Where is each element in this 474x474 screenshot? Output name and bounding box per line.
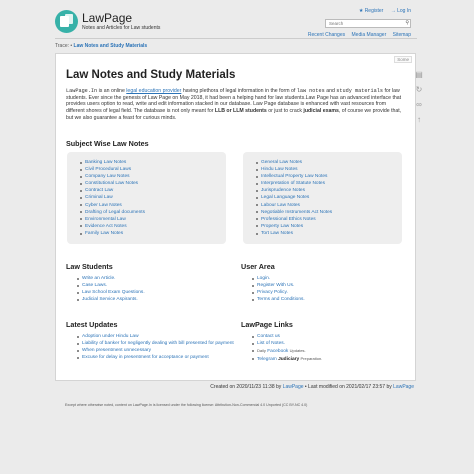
telegram-post: Preparation. [300, 356, 323, 362]
list-item[interactable]: Interpretation of Statute Notes [253, 180, 332, 187]
list-item[interactable]: Write an Article. [74, 275, 145, 282]
login-link[interactable]: → Log In [390, 8, 411, 14]
list-item[interactable]: General Law Notes [253, 159, 332, 166]
intro-bold: LLB or LLM students [214, 108, 267, 115]
latest-updates-list [74, 333, 234, 361]
subjects-left-list [77, 159, 145, 237]
intro-code: law notes [296, 88, 325, 94]
intro-text: for law students. Ever since the genesis of Law Page on May 2018, it had been a helping hand for law students.Law Page has an advanced interface that provides users option to read, write and edit information stacked in our database. Law Page database is enhanced with vast resources from different shores of legal field. The database is not only meant for [66, 88, 402, 115]
telegram-link[interactable]: Telegram [257, 357, 277, 363]
list-item[interactable]: Judicial Service Aspirants. [74, 296, 145, 303]
intro-code: study materials [336, 88, 383, 94]
list-item[interactable]: Evidence Act Notes [77, 223, 145, 230]
subjects-right-list [253, 159, 332, 237]
search-input[interactable] [325, 19, 411, 28]
user-tools [353, 8, 411, 14]
list-item[interactable]: Family Law Notes [77, 230, 145, 237]
media-manager-link[interactable]: Media Manager [351, 32, 387, 38]
list-item[interactable]: Privacy Policy. [249, 289, 305, 296]
list-item[interactable]: Liability of banker for negligently dealing with bill presented for payment [74, 340, 234, 347]
subjects-left-box [67, 152, 226, 244]
list-item [249, 347, 322, 355]
law-students-column [74, 275, 145, 303]
latest-updates-heading: Latest Updates [66, 320, 118, 329]
intro-bold: judicial exams [303, 108, 339, 115]
page-tools [414, 70, 426, 130]
facebook-link[interactable]: Facebook [267, 349, 289, 355]
list-item[interactable]: Tort Law Notes [253, 230, 332, 237]
user-area-heading: User Area [241, 262, 275, 271]
list-item[interactable]: When presentment unnecessary [74, 347, 234, 354]
breadcrumb-current[interactable]: Law Notes and Study Materials [73, 43, 148, 49]
list-item[interactable]: Drafting of Legal documents [77, 209, 145, 216]
page-content [55, 53, 416, 381]
notes-link[interactable]: List of Notes. [257, 341, 285, 347]
list-item[interactable]: Negotiable Instruments Act Notes [253, 209, 332, 216]
telegram-bold: Judiciary [278, 357, 300, 363]
contact-link[interactable]: Contact us [257, 334, 280, 339]
page-meta [210, 384, 414, 390]
list-item[interactable]: Environmental Law [77, 216, 145, 223]
list-item[interactable]: Labour Law Notes [253, 202, 332, 209]
site-logo[interactable] [55, 10, 78, 33]
modified-by-link[interactable]: LawPage [393, 384, 414, 390]
list-item[interactable]: Company Law Notes [77, 173, 145, 180]
intro-text: is an online [97, 88, 127, 94]
created-text: Created on 2020/11/23 11:38 by [210, 384, 282, 390]
list-item[interactable]: Register With Us. [249, 282, 305, 289]
subject-heading: Subject Wise Law Notes [66, 139, 149, 148]
list-item[interactable]: Criminal Law [77, 194, 145, 201]
license-text: Except where otherwise noted, content on LawPage.In is licensed under the following license: Attribution-Non-Commercial 4.0 Unported (CC BY-NC 4.0) [65, 403, 308, 407]
list-item[interactable]: Banking Law Notes [77, 159, 145, 166]
user-area-column [249, 275, 305, 303]
intro-paragraph [66, 88, 404, 122]
page-title: Law Notes and Study Materials [66, 69, 236, 81]
search-icon[interactable]: ⚲ [405, 20, 409, 26]
list-item[interactable]: Legal Language Notes [253, 194, 332, 201]
site-title[interactable]: LawPage [82, 11, 133, 25]
list-item[interactable] [249, 340, 322, 347]
list-item[interactable]: Login. [249, 275, 305, 282]
lawpage-links-column [249, 333, 322, 363]
link-icon[interactable]: ∞ [416, 100, 422, 109]
list-item[interactable]: Law School Exam Questions. [74, 289, 145, 296]
site-tagline: Notes and Articles for Law students [82, 25, 161, 31]
intro-site-name: LawPage.In [66, 88, 98, 94]
intro-text: or just to crack [266, 108, 304, 115]
intro-text: having plethora of legal information in the form of [181, 88, 297, 94]
law-students-heading: Law Students [66, 262, 113, 271]
back-to-top-icon[interactable]: ↑ [417, 115, 421, 124]
created-by-link[interactable]: LawPage [282, 384, 304, 390]
list-item [249, 355, 322, 363]
breadcrumb: Trace: • Law Notes and Study Materials [55, 43, 148, 49]
revisions-icon[interactable]: ↻ [415, 85, 423, 94]
list-item[interactable]: Contract Law [77, 187, 145, 194]
header [55, 8, 417, 40]
breadcrumb-prefix: Trace: [55, 43, 69, 49]
list-item[interactable]: Property Law Notes [253, 223, 332, 230]
user-area-list [249, 275, 305, 303]
list-item[interactable] [249, 333, 322, 340]
subjects-right-box [243, 152, 402, 244]
list-item[interactable]: Constitutional Law Notes [77, 180, 145, 187]
list-item[interactable]: Adoption under Hindu Law [74, 333, 234, 340]
register-link[interactable]: ★ Register [358, 8, 384, 14]
sitemap-link[interactable]: Sitemap [392, 32, 411, 38]
intro-text: and [324, 88, 337, 94]
list-item[interactable]: Terms and Conditions. [249, 296, 305, 303]
list-item[interactable]: Civil Procedural Laws [77, 166, 145, 173]
law-students-list [74, 275, 145, 303]
search-placeholder: Search [329, 21, 344, 26]
facebook-post: Updates. [289, 348, 306, 354]
list-item[interactable]: Case Laws. [74, 282, 145, 289]
latest-updates-column [74, 333, 234, 361]
list-item[interactable]: Intellectual Property Law Notes [253, 173, 332, 180]
edit-tab[interactable]: Some [394, 56, 412, 63]
modified-text: • Last modified on 2021/02/17 23:57 by [304, 384, 392, 390]
recent-changes-link[interactable]: Recent Changes [307, 32, 346, 38]
list-item[interactable]: Excuse for delay in presentment for acceptance or payment [74, 354, 234, 361]
page-icon[interactable]: ▤ [415, 70, 423, 79]
list-item[interactable]: Hindu Law Notes [253, 166, 332, 173]
intro-link[interactable]: legal education provider [126, 88, 182, 94]
list-item[interactable]: Jurisprudence Notes [253, 187, 332, 194]
list-item[interactable]: Professional Ethics Notes [253, 216, 332, 223]
lawpage-links-heading: LawPage Links [241, 320, 293, 329]
intro-text: , of course we provide that, but we also guarantee a feast for curious minds. [66, 108, 402, 121]
facebook-pre: Daily [257, 348, 266, 354]
header-divider [55, 38, 417, 39]
list-item[interactable]: Cyber Law Notes [77, 202, 145, 209]
